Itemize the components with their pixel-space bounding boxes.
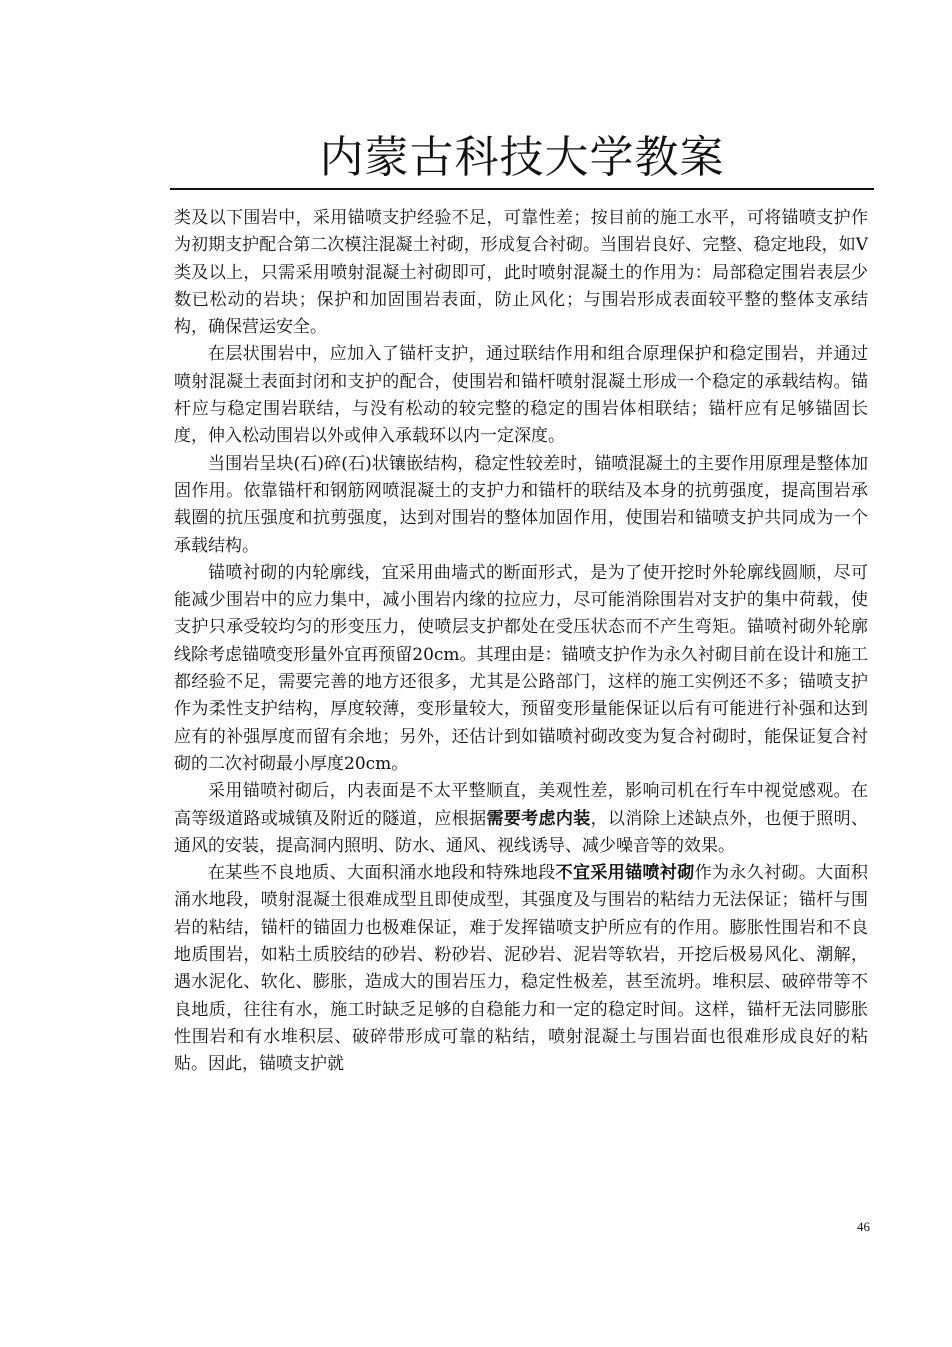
paragraph-1: 类及以下围岩中，采用锚喷支护经验不足，可靠性差；按目前的施工水平，可将锚喷支护作为初期支护配合第二次模注混凝土衬砌，形成复合衬砌。当围岩良好、完整、稳定地段，如Ⅴ类及以上，只需采用喷射混凝土衬砌即可，此时喷射混凝土的作用为：局部稳定围岩表层少数已松动的岩块；保护和加固围岩表面，防止风化；与围岩形成表面较平整的整体支承结构，确保营运安全。 [174,208,868,338]
paragraph-5-text-after: ，以消除上述缺点外，也便于照明、通风的安装，提高洞内照明、防水、通风、视线诱导、减少噪音等的效果。 [174,808,869,856]
header-rule [170,188,874,190]
page-title: 内蒙古科技大学教案 [319,132,725,183]
paragraph-6 [174,860,868,1078]
paragraph-2: 在层状围岩中，应加入了锚杆支护，通过联结作用和组合原理保护和稳定围岩，并通过喷射混凝土表面封闭和支护的配合，使围岩和锚杆喷射混凝土形成一个稳定的承载结构。锚杆应与稳定围岩联结，与没有松动的较完整的稳定的围岩体相联结；锚杆应有足够锚固长度，伸入松动围岩以外或伸入承载环以内一定深度。 [174,344,868,447]
page-number: 46 [857,1219,870,1234]
paragraph-6-text-after: 作为永久衬砌。大面积涌水地段，喷射混凝土很难成型且即使成型，其强度及与围岩的粘结力无法保证；锚杆与围岩的粘结，锚杆的锚固力也极难保证，难于发挥锚喷支护所应有的作用。膨胀性围岩和不良地质围岩，如粘土质胶结的砂岩、粉砂岩、泥砂岩、泥岩等软岩，开挖后极易风化、潮解，遇水泥化、软化、膨胀，造成大的围岩压力，稳定性极差，甚至流坍。堆积层、破碎带等不良地质，往往有水，施工时缺乏足够的自稳能力和一定的稳定时间。这样，锚杆无法同膨胀性围岩和有水堆积层、破碎带形成可靠的粘结，喷射混凝土与围岩面也很难形成良好的粘贴。因此，锚喷支护就 [174,863,869,1075]
body-text [174,205,868,1079]
paragraph-3: 当围岩呈块(石)碎(石)状镶嵌结构，稳定性较差时，锚喷混凝土的主要作用原理是整体加固作用。依靠锚杆和钢筋网喷混凝土的支护力和锚杆的联结及本身的抗剪强度，提高围岩承载圈的抗压强度和抗剪强度，达到对围岩的整体加固作用，使围岩和锚喷支护共同成为一个承载结构。 [174,453,868,556]
paragraph-5-text-before: 采用锚喷衬砌后，内表面是不太平整顺直，美观性差，影响司机在行车中视觉感观。在高等级道路或城镇及附近的隧道，应根据 [174,781,868,829]
paragraph-5 [174,778,868,860]
paragraph-6-text-before: 在某些不良地质、大面积涌水地段和特殊地段 [208,863,556,884]
paragraph-6-bold-phrase: 不宜采用锚喷衬砌 [555,863,695,884]
paragraph-5-bold-phrase: 需要考虑内装 [486,808,591,829]
paragraph-4: 锚喷衬砌的内轮廓线，宜采用曲墙式的断面形式，是为了使开挖时外轮廓线圆顺，尽可能减少围岩中的应力集中，减小围岩内缘的拉应力，尽可能消除围岩对支护的集中荷载，使支护只承受较均匀的形变压力，使喷层支护都处在受压状态而不产生弯矩。锚喷衬砌外轮廓线除考虑锚喷变形量外宜再预留20cm。其理由是：锚喷支护作为永久衬砌目前在设计和施工都经验不足，需要完善的地方还很多，尤其是公路部门，这样的施工实例还不多；锚喷支护作为柔性支护结构，厚度较薄，变形量较大，预留变形量能保证以后有可能进行补强和达到应有的补强厚度而留有余地；另外，还估计到如锚喷衬砌改变为复合衬砌时，能保证复合衬砌的二次衬砌最小厚度20cm。 [174,562,868,774]
